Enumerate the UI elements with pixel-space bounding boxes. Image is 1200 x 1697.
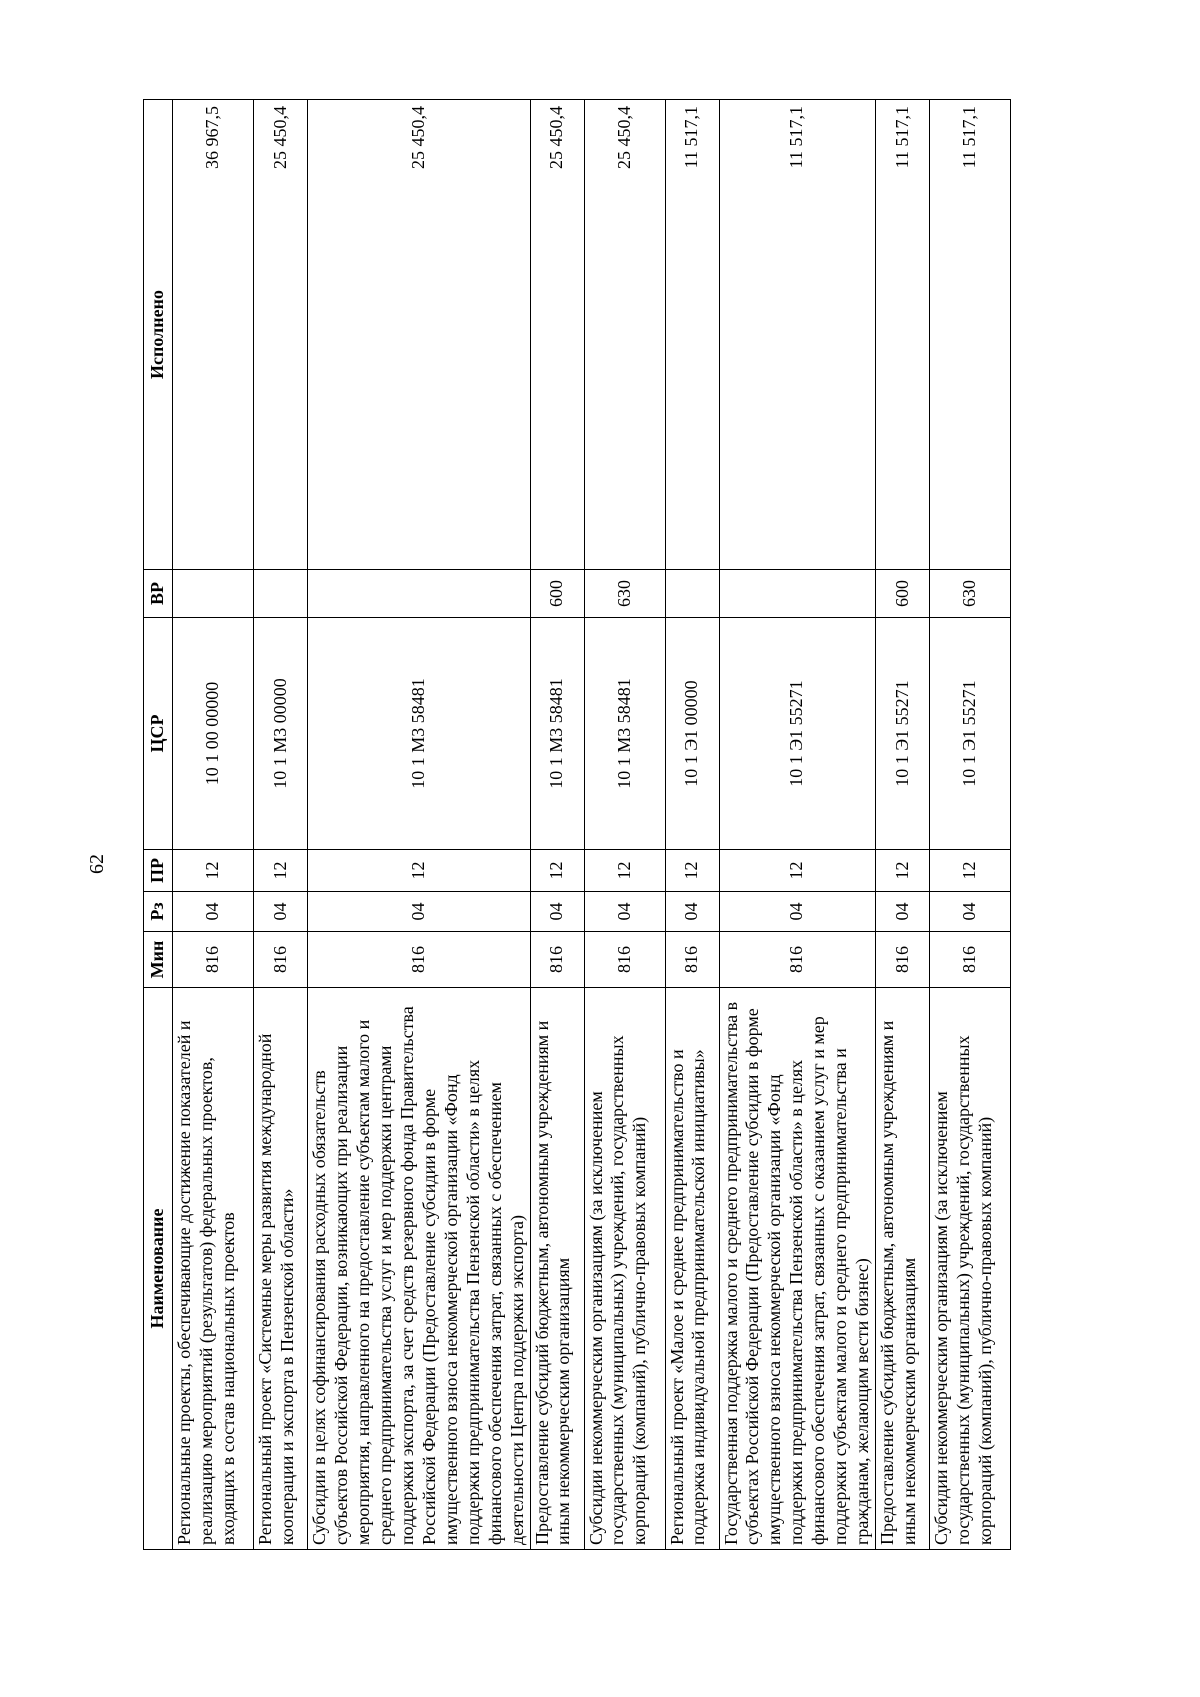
- cell-min: 816: [173, 932, 254, 988]
- cell-csr: 10 1 М3 58481: [584, 618, 665, 850]
- cell-vr: 600: [530, 570, 584, 618]
- cell-min: 816: [584, 932, 665, 988]
- cell-vr: 630: [584, 570, 665, 618]
- cell-vr: [254, 570, 308, 618]
- cell-csr: 10 1 00 00000: [173, 618, 254, 850]
- cell-csr: 10 1 М3 58481: [308, 618, 531, 850]
- cell-name: Предоставление субсидий бюджетным, автономным учреждениям и иным некоммерческим организациям: [530, 988, 584, 1550]
- table-header-row: [144, 100, 173, 1550]
- cell-vr: 630: [930, 570, 1011, 618]
- table-row: [930, 100, 1011, 1550]
- cell-min: 816: [719, 932, 876, 988]
- cell-done: 11 517,1: [719, 100, 876, 570]
- table-container: [143, 100, 1200, 1545]
- cell-csr: 10 1 Э1 00000: [665, 618, 719, 850]
- cell-pr: 12: [584, 850, 665, 892]
- cell-min: 816: [530, 932, 584, 988]
- cell-done: 36 967,5: [173, 100, 254, 570]
- table-row: [308, 100, 531, 1550]
- header-done: Исполнено: [144, 100, 173, 570]
- cell-rz: 04: [254, 892, 308, 932]
- cell-rz: 04: [530, 892, 584, 932]
- table-row: [173, 100, 254, 1550]
- cell-pr: 12: [254, 850, 308, 892]
- header-min: Мин: [144, 932, 173, 988]
- cell-min: 816: [254, 932, 308, 988]
- cell-pr: 12: [530, 850, 584, 892]
- cell-name: Субсидии некоммерческим организациям (за исключением государственных (муниципальных) учреждений, государственных корпораций (компаний), публично-правовых компаний): [584, 988, 665, 1550]
- cell-done: 11 517,1: [665, 100, 719, 570]
- cell-csr: 10 1 М3 58481: [530, 618, 584, 850]
- cell-name: Субсидии некоммерческим организациям (за исключением государственных (муниципальных) учреждений, государственных корпораций (компаний), публично-правовых компаний): [930, 988, 1011, 1550]
- budget-table: [143, 99, 1011, 1550]
- cell-rz: 04: [930, 892, 1011, 932]
- header-csr: ЦСР: [144, 618, 173, 850]
- table-row: [254, 100, 308, 1550]
- cell-min: 816: [930, 932, 1011, 988]
- header-rz: Рз: [144, 892, 173, 932]
- cell-name: Региональные проекты, обеспечивающие достижение показателей и реализацию мероприятий (результатов) федеральных проектов, входящих в состав национальных проектов: [173, 988, 254, 1550]
- cell-csr: 10 1 М3 00000: [254, 618, 308, 850]
- cell-vr: [665, 570, 719, 618]
- cell-vr: [719, 570, 876, 618]
- cell-pr: 12: [665, 850, 719, 892]
- cell-rz: 04: [719, 892, 876, 932]
- cell-min: 816: [308, 932, 531, 988]
- cell-min: 816: [876, 932, 930, 988]
- cell-pr: 12: [308, 850, 531, 892]
- cell-vr: 600: [876, 570, 930, 618]
- table-row: [530, 100, 584, 1550]
- cell-rz: 04: [876, 892, 930, 932]
- cell-csr: 10 1 Э1 55271: [876, 618, 930, 850]
- cell-rz: 04: [584, 892, 665, 932]
- cell-done: 25 450,4: [530, 100, 584, 570]
- cell-rz: 04: [308, 892, 531, 932]
- table-row: [584, 100, 665, 1550]
- header-vr: ВР: [144, 570, 173, 618]
- cell-pr: 12: [719, 850, 876, 892]
- cell-name: Государственная поддержка малого и среднего предпринимательства в субъектах Российской Федерации (Предоставление субсидии в форме имущественного взноса некоммерческой организации «Фонд поддержки предпринимательства Пензенской области» в целях финансового обеспечения затрат, связанных с оказанием услуг и мер поддержки субъектам малого и среднего предпринимательства и гражданам, желающим вести бизнес): [719, 988, 876, 1550]
- cell-vr: [308, 570, 531, 618]
- cell-done: 11 517,1: [876, 100, 930, 570]
- header-name: Наименование: [144, 988, 173, 1550]
- table-row: [665, 100, 719, 1550]
- cell-csr: 10 1 Э1 55271: [930, 618, 1011, 850]
- cell-csr: 10 1 Э1 55271: [719, 618, 876, 850]
- cell-pr: 12: [876, 850, 930, 892]
- cell-done: 11 517,1: [930, 100, 1011, 570]
- header-pr: ПР: [144, 850, 173, 892]
- cell-rz: 04: [173, 892, 254, 932]
- cell-rz: 04: [665, 892, 719, 932]
- cell-min: 816: [665, 932, 719, 988]
- page-number: 62: [86, 854, 108, 874]
- table-row: [719, 100, 876, 1550]
- cell-pr: 12: [930, 850, 1011, 892]
- cell-name: Региональный проект «Малое и среднее предпринимательство и поддержка индивидуальной предпринимательской инициативы»: [665, 988, 719, 1550]
- cell-name: Региональный проект «Системные меры развития международной кооперации и экспорта в Пензенской области»: [254, 988, 308, 1550]
- rotated-table-frame: [143, 100, 996, 1550]
- cell-pr: 12: [173, 850, 254, 892]
- table-row: [876, 100, 930, 1550]
- cell-name: Предоставление субсидий бюджетным, автономным учреждениям и иным некоммерческим организациям: [876, 988, 930, 1550]
- cell-done: 25 450,4: [254, 100, 308, 570]
- cell-done: 25 450,4: [308, 100, 531, 570]
- cell-name: Субсидии в целях софинансирования расходных обязательств субъектов Российской Федерации, возникающих при реализации мероприятия, направленного на предоставление субъектам малого и среднего предпринимательства услуг и мер поддержки центрами поддержки экспорта, за счет средств резервного фонда Правительства Российской Федерации (Предоставление субсидии в форме имущественного взноса некоммерческой организации «Фонд поддержки предпринимательства Пензенской области» в целях финансового обеспечения затрат, связанных с обеспечением деятельности Центра поддержки экспорта): [308, 988, 531, 1550]
- cell-done: 25 450,4: [584, 100, 665, 570]
- cell-vr: [173, 570, 254, 618]
